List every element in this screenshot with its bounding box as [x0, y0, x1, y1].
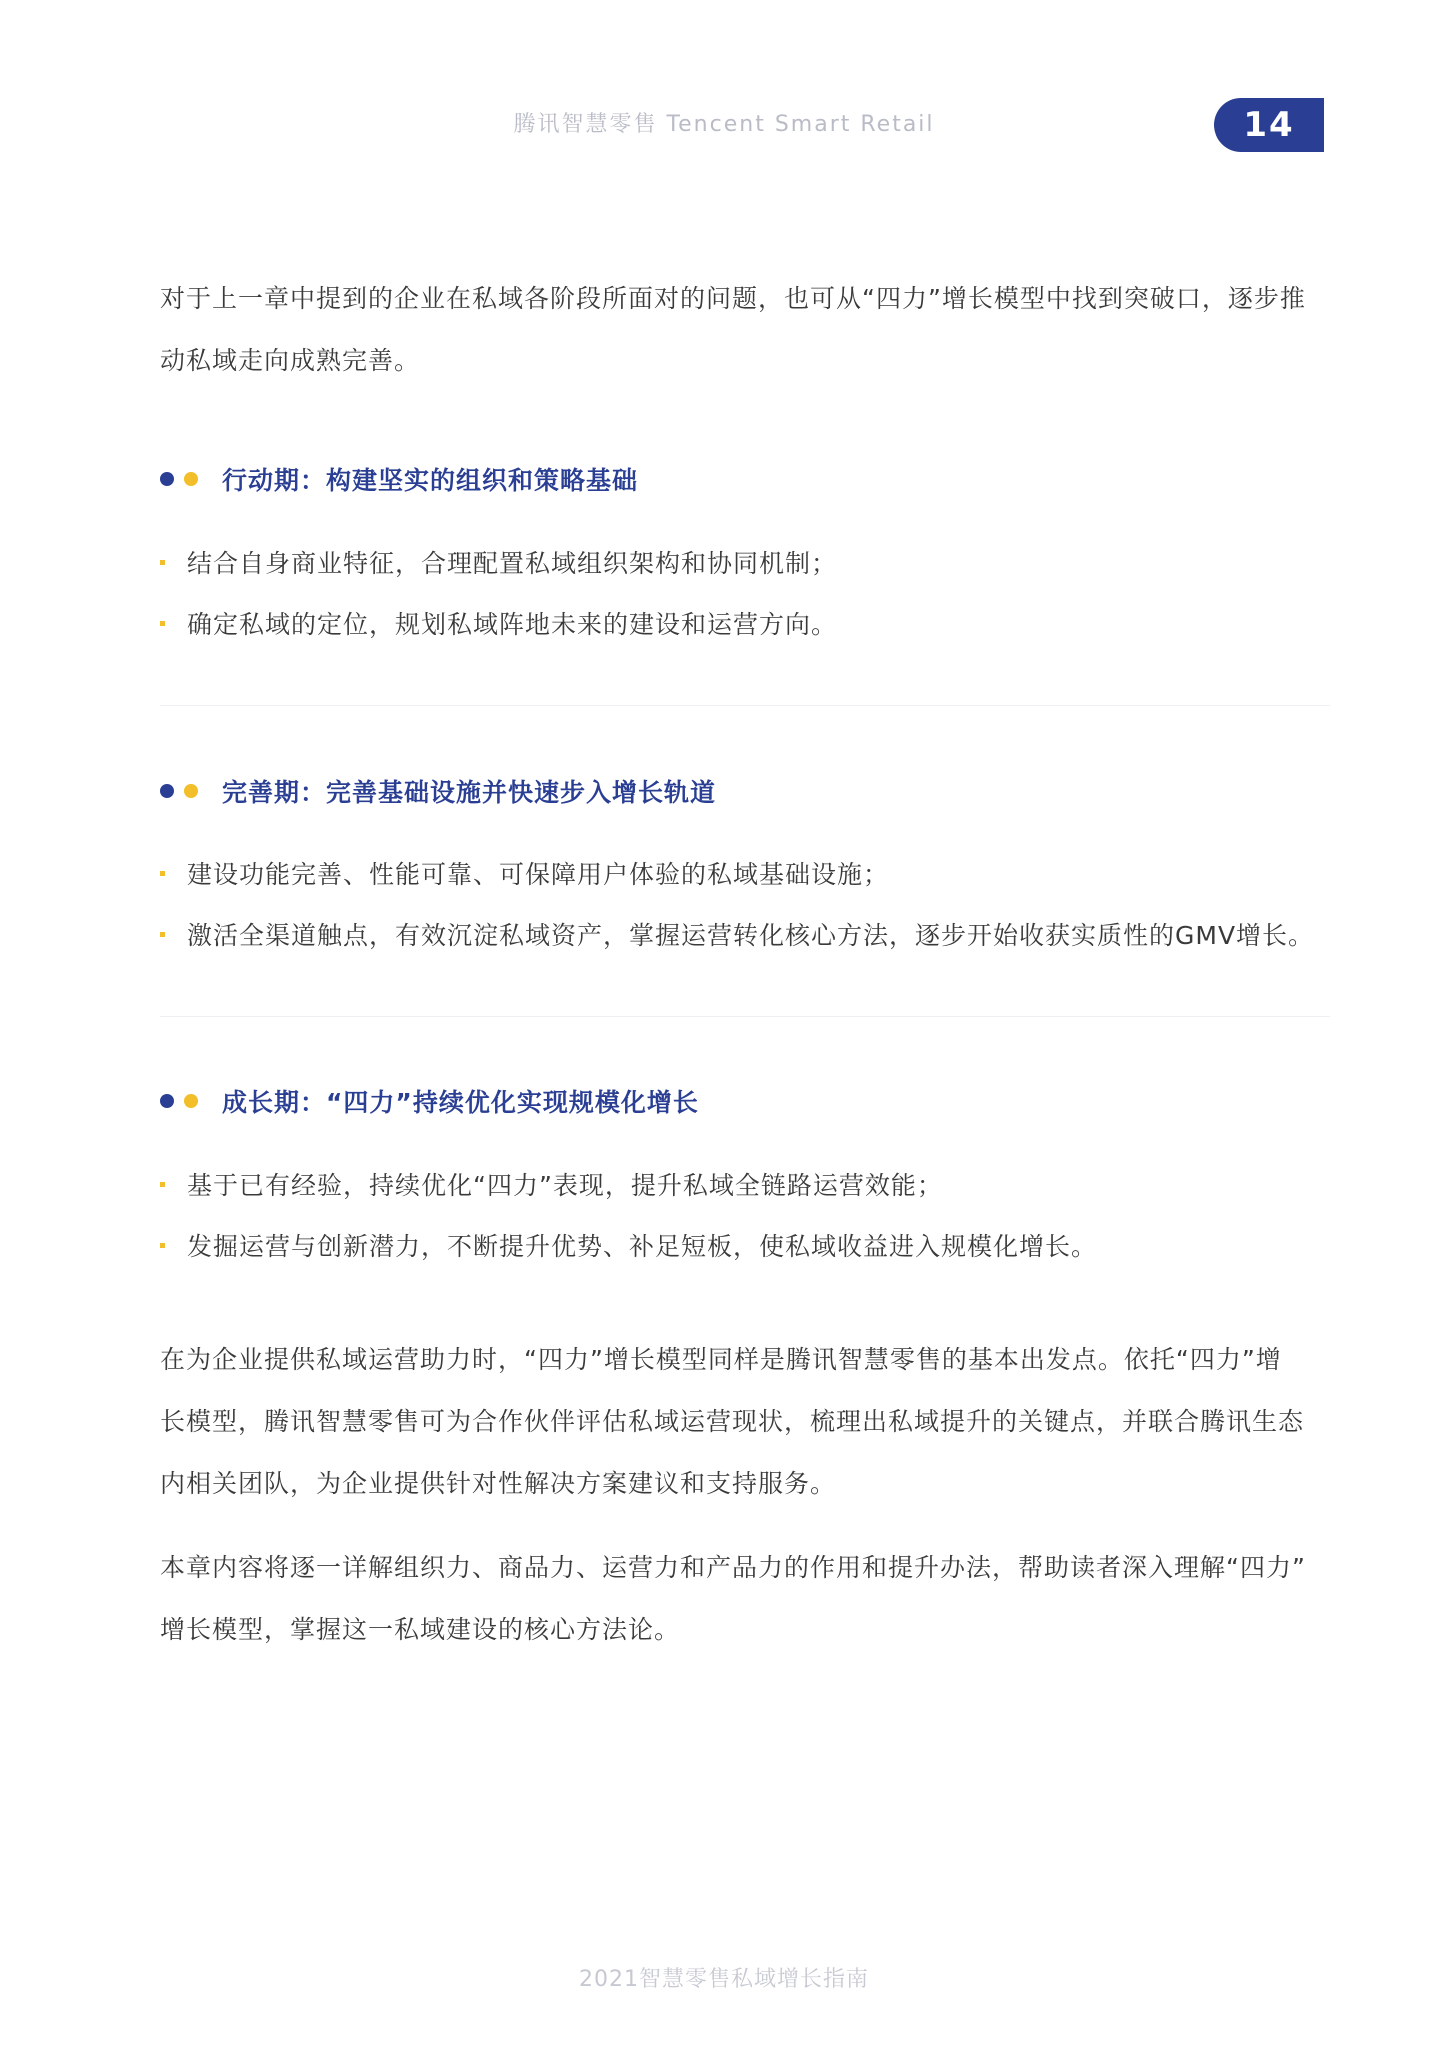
list-item [160, 914, 1314, 954]
paragraph-line: 在为企业提供私域运营助力时，“四力”增长模型同样是腾讯智慧零售的基本出发点。依托“四力”增 [160, 1345, 1282, 1374]
list-item [160, 1164, 943, 1204]
bullet-square-icon [160, 560, 165, 565]
list-item [160, 542, 837, 582]
bullet-square-icon [160, 932, 165, 937]
intro-line-2: 动私域走向成熟完善。 [160, 346, 421, 375]
list-item [160, 603, 837, 643]
bullet-square-icon [160, 1243, 165, 1248]
list-item-text: 激活全渠道触点，有效沉淀私域资产，掌握运营转化核心方法，逐步开始收获实质性的GMV增长。 [187, 921, 1315, 950]
bullet-square-icon [160, 1182, 165, 1187]
body-paragraph [160, 1537, 1330, 1661]
paragraph-line: 内相关团队，为企业提供针对性解决方案建议和支持服务。 [160, 1469, 837, 1498]
section-divider [160, 705, 1330, 706]
yellow-dot-icon [184, 784, 198, 798]
list-item-text: 发掘运营与创新潜力，不断提升优势、补足短板，使私域收益进入规模化增长。 [187, 1232, 1098, 1261]
blue-dot-icon [160, 472, 174, 486]
list-item [160, 853, 889, 893]
section-title: 行动期：构建坚实的组织和策略基础 [222, 466, 639, 495]
page-number-badge: 14 [1214, 98, 1324, 152]
blue-dot-icon [160, 784, 174, 798]
section-title: 成长期：“四力”持续优化实现规模化增长 [222, 1088, 699, 1117]
list-item-text: 基于已有经验，持续优化“四力”表现，提升私域全链路运营效能； [187, 1171, 943, 1200]
section-heading-growth-phase [160, 1081, 699, 1121]
section-heading-improvement-phase [160, 771, 716, 811]
yellow-dot-icon [184, 472, 198, 486]
header-title: 腾讯智慧零售 Tencent Smart Retail [513, 112, 935, 137]
body-paragraph [160, 1329, 1330, 1515]
list-item-text: 建设功能完善、性能可靠、可保障用户体验的私域基础设施； [187, 860, 890, 889]
blue-dot-icon [160, 1094, 174, 1108]
section-title: 完善期：完善基础设施并快速步入增长轨道 [222, 778, 717, 807]
footer-text: 2021智慧零售私域增长指南 [579, 1967, 869, 1992]
paragraph-line: 增长模型，掌握这一私域建设的核心方法论。 [160, 1615, 681, 1644]
paragraph-line: 长模型，腾讯智慧零售可为合作伙伴评估私域运营现状，梳理出私域提升的关键点，并联合腾讯生态 [160, 1407, 1305, 1436]
list-item [160, 1225, 1097, 1265]
bullet-square-icon [160, 621, 165, 626]
paragraph-line: 本章内容将逐一详解组织力、商品力、运营力和产品力的作用和提升办法，帮助读者深入理解“四力” [160, 1553, 1306, 1582]
intro-paragraph [160, 268, 1330, 392]
section-divider [160, 1016, 1330, 1017]
list-item-text: 确定私域的定位，规划私域阵地未来的建设和运营方向。 [187, 610, 838, 639]
yellow-dot-icon [184, 1094, 198, 1108]
list-item-text: 结合自身商业特征，合理配置私域组织架构和协同机制； [187, 549, 838, 578]
intro-line-1: 对于上一章中提到的企业在私域各阶段所面对的问题，也可从“四力”增长模型中找到突破口，逐步推 [160, 284, 1306, 313]
section-heading-action-phase [160, 459, 638, 499]
bullet-square-icon [160, 871, 165, 876]
